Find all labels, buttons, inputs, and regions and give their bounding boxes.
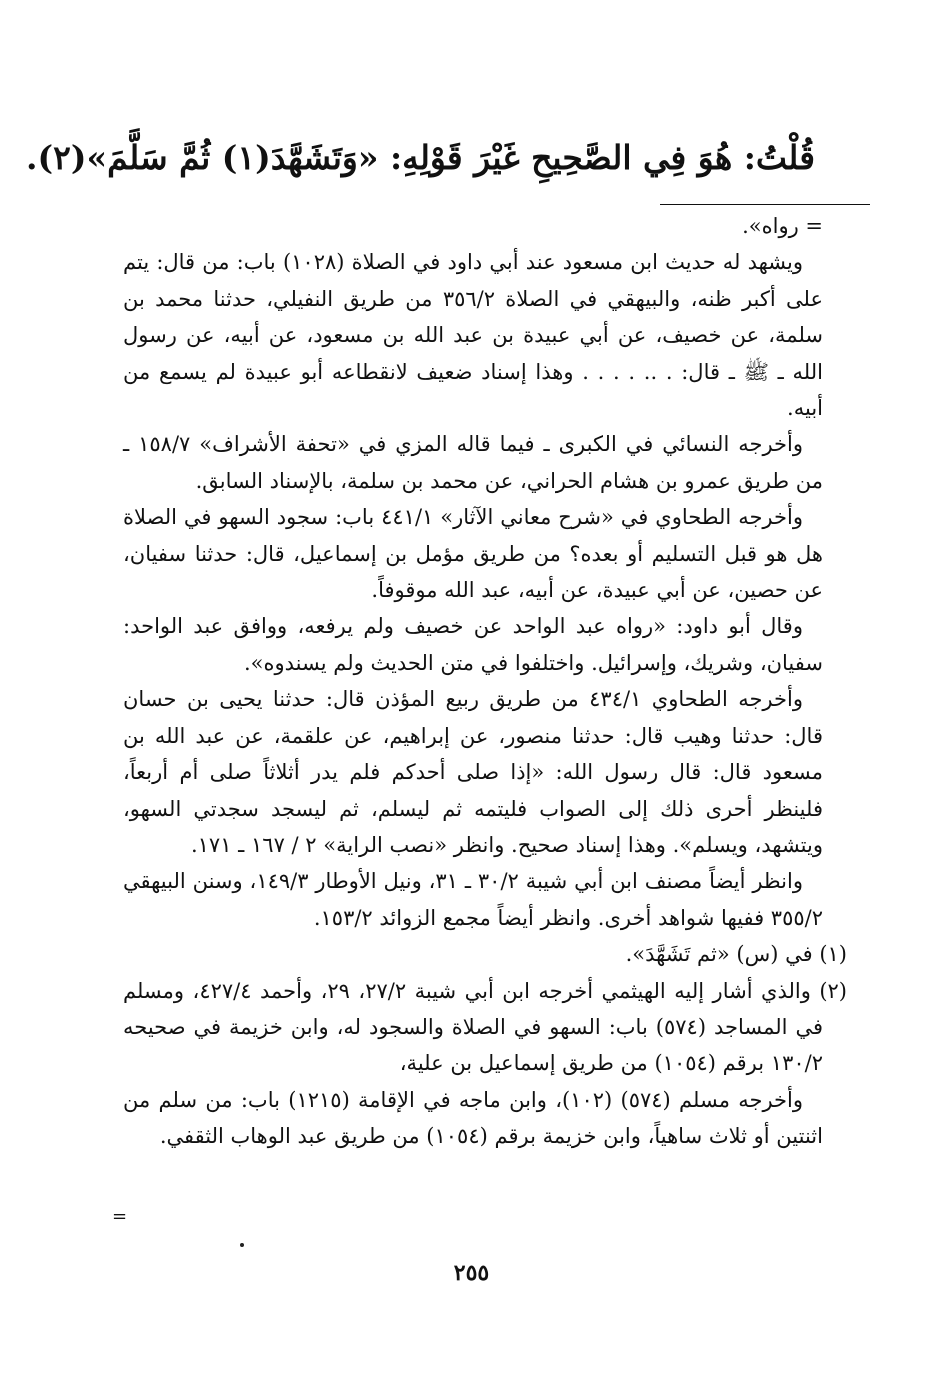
note-paragraph-tahawi: وأخرجه الطحاوي في «شرح معاني الآثار» ٤٤١/١ باب: سجود السهو في الصلاة هل هو قبل التسليم أو بعده؟ من طريق مؤمل بن إسماعيل، قال: حدثنا سفيان، عن حصين، عن أبي عبيدة، عن أبيه، عبد الله موقوفاً. <box>123 505 823 603</box>
footnotes-block <box>123 208 847 1155</box>
page-number: ٢٥٥ <box>453 1260 490 1286</box>
print-speck <box>240 1243 244 1247</box>
footnote-separator-rule <box>660 204 870 205</box>
note-paragraph-tahawi-2: وأخرجه الطحاوي ٤٣٤/١ من طريق ربيع المؤذن قال: حدثنا يحيى بن حسان قال: حدثنا وهيب قال: حدثنا منصور، عن إبراهيم، عن علقمة، عن عبد الله بن مسعود قال: قال رسول الله: «إذا صلى أحدكم فلم يدر أثلاثاً صلى أم أربعاً، فلينظر أحرى ذلك إلى الصواب فليتمه ثم ليسلم، ثم ليسجد سجدتي السهو، ويتشهد، ويسلم». وهذا إسناد صحيح. وانظر «نصب الراية» ٢ / ١٦٧ ـ ١٧١. <box>123 687 823 857</box>
footnote-1: (١) في (س) «ثم تَشَهَّدَ». <box>625 942 847 967</box>
note-paragraph-references: وانظر أيضاً مصنف ابن أبي شيبة ٣٠/٢ ـ ٣١، ونيل الأوطار ١٤٩/٣، وسنن البيهقي ٣٥٥/٢ ففيها شواهد أخرى. وانظر أيضاً مجمع الزوائد ١٥٣/٢. <box>123 869 823 930</box>
footnote-2-continuation: وأخرجه مسلم (٥٧٤) (١٠٢)، وابن ماجه في الإقامة (١٢١٥) باب: من سلم من اثنتين أو ثلاث ساهياً، وابن خزيمة برقم (١٠٥٤) من طريق عبد الوهاب الثقفي. <box>123 1087 823 1149</box>
note-paragraph-nasai: وأخرجه النسائي في الكبرى ـ فيما قاله المزي في «تحفة الأشراف» ١٥٨/٧ ـ من طريق عمرو بن هشام الحراني، عن محمد بن سلمة، بالإسناد السابق. <box>123 432 823 493</box>
continued-note-line: = رواه». <box>742 214 823 238</box>
main-text-heading: قُلْتُ: هُوَ فِي الصَّحِيحِ غَيْرَ قَوْلِهِ: «وَتَشَهَّدَ(١) ثُمَّ سَلَّمَ»(٢). <box>26 138 815 177</box>
note-paragraph-abu-dawud: وقال أبو داود: «رواه عبد الواحد عن خصيف ولم يرفعه، ووافق عبد الواحد: سفيان، وشريك، وإسرائيل. واختلفوا في متن الحديث ولم يسندوه». <box>123 614 823 675</box>
continuation-mark: = <box>112 1206 128 1227</box>
note-paragraph-ibn-masud: ويشهد له حديث ابن مسعود عند أبي داود في الصلاة (١٠٢٨) باب: من قال: يتم على أكبر ظنه، والبيهقي في الصلاة ٣٥٦/٢ من طريق النفيلي، حدثنا محمد بن سلمة، عن خصيف، عن أبي عبيدة بن عبد الله بن مسعود، عن أبيه، عن رسول الله ـ ﷺ ـ قال: . .. . . . . وهذا إسناد ضعيف لانقطاعه أبو عبيدة لم يسمع من أبيه. <box>123 250 823 421</box>
footnote-2: (٢) والذي أشار إليه الهيثمي أخرجه ابن أبي شيبة ٢٧/٢، ٢٩، وأحمد ٤٢٧/٤، ومسلم في المساجد (٥٧٤) باب: السهو في الصلاة والسجود له، وابن خزيمة في صحيحه ١٣٠/٢ برقم (١٠٥٤) من طريق إسماعيل بن علية، <box>123 978 847 1076</box>
